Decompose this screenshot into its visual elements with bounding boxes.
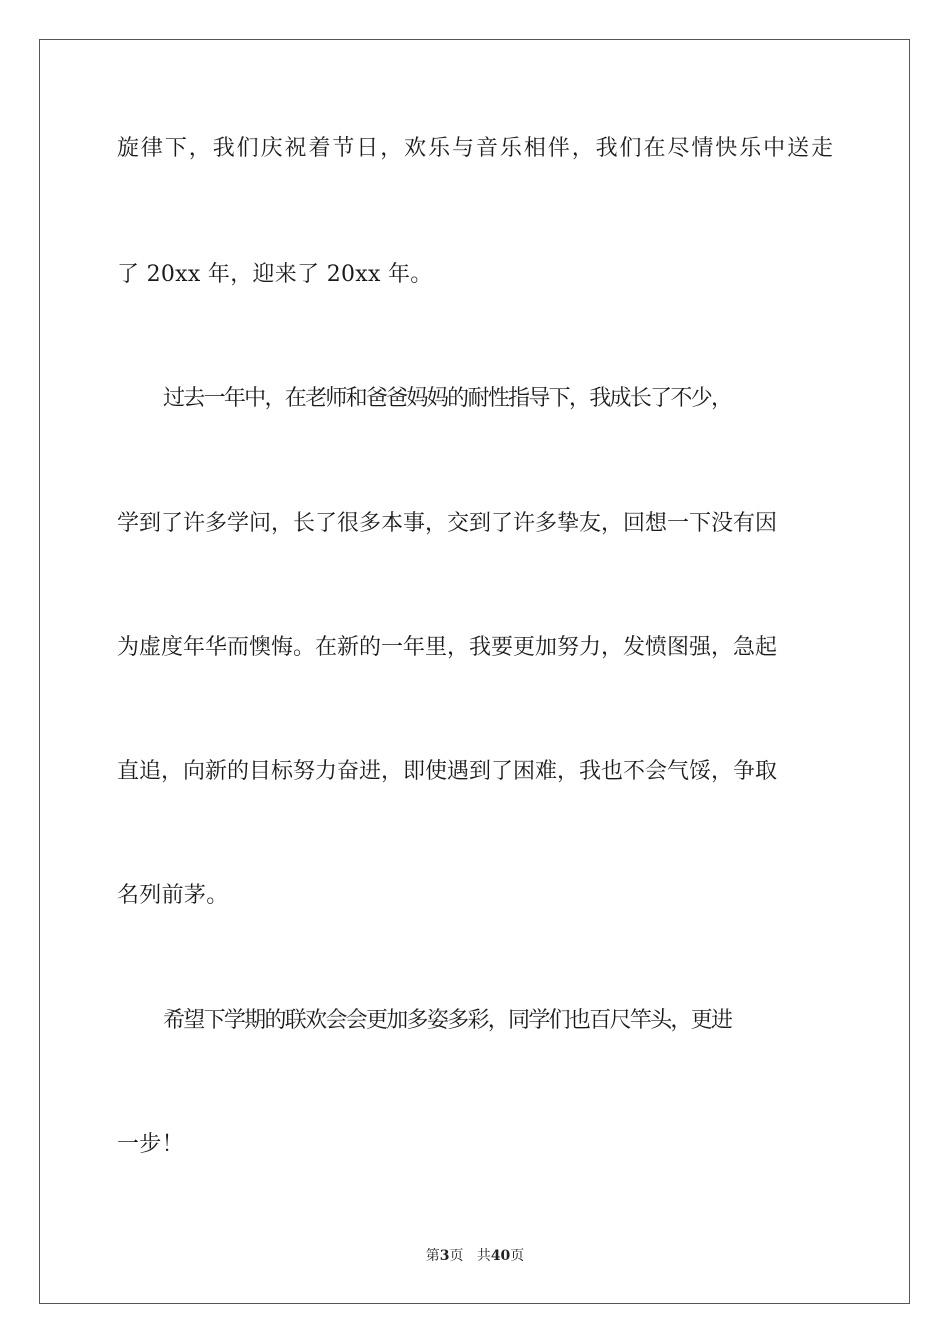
total-pages: 40 (490, 1248, 511, 1264)
text-line-1-content: 旋律下，我们庆祝着节日，欢乐与音乐相伴，我们在尽情快乐中送走 (117, 136, 835, 161)
text-line-2: 了 20xx 年，迎来了 20xx 年。 (117, 262, 433, 287)
text-line-9: 一步！ (117, 1132, 184, 1157)
text-line-8: 希望下学期的联欢会会更加多姿多彩，同学们也百尺竿头，更进 (163, 1008, 732, 1033)
text-line-3: 过去一年中，在老师和爸爸妈妈的耐性指导下，我成长了不少， (163, 386, 732, 411)
page-border (39, 39, 910, 1304)
text-line-4: 学到了许多学问，长了很多本事，交到了许多挚友，回想一下没有因 (117, 511, 778, 536)
total-prefix: 共 (476, 1248, 491, 1264)
text-line-6: 直追，向新的目标努力奋进，即使遇到了困难，我也不会气馁，争取 (117, 759, 778, 784)
page-number: 3 (439, 1248, 450, 1264)
page-prefix: 第 (425, 1248, 440, 1264)
total-suffix: 页 (510, 1248, 525, 1264)
text-line-7: 名列前茅。 (117, 883, 229, 908)
text-line-1 (117, 134, 833, 164)
text-line-5: 为虚度年华而懊悔。在新的一年里，我要更加努力，发愤图强，急起 (117, 635, 778, 660)
page-suffix: 页 (449, 1248, 464, 1264)
page-footer (0, 1246, 950, 1266)
